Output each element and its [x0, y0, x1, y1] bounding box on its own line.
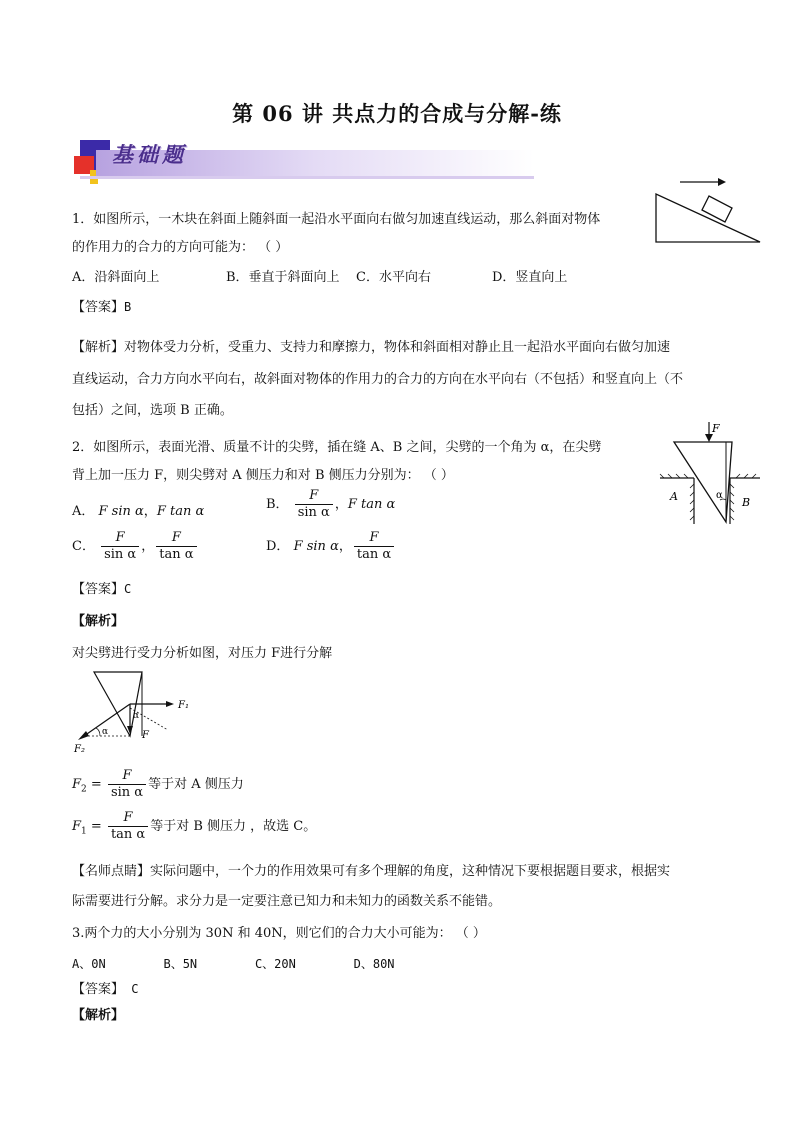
fig2-alpha-bottom: α	[102, 727, 109, 737]
q1-analysis-line3: 包括）之间，选项 B 正确。	[72, 403, 233, 418]
q1-option-c: C．水平向右	[356, 270, 431, 285]
q2-option-c: C． $\frac{F}{\text{sin α}}$ ， $\frac{F}{\text{tan α}}$	[72, 530, 199, 563]
q1-stem-line2: 的作用力的合力的方向可能为： （ ）	[72, 240, 289, 255]
q2-b-fraction-sin: $\frac{F}{\text{sin α}}$	[295, 488, 333, 521]
q2-option-d: D． F sin α， $\frac{F}{\text{tan α}}$	[266, 530, 396, 563]
q2-answer: 【答案】C	[72, 582, 132, 597]
q3-analysis-label: 【解析】	[72, 1008, 125, 1023]
fig-label-alpha: α	[716, 490, 723, 501]
q2-f2-equation: $F_2$ = $\frac{F}{\text{sin α}}$ 等于对 A 侧压力	[72, 768, 244, 800]
force-decomposition-figure	[70, 668, 200, 756]
q2-stem-line1: 2．如图所示，表面光滑、质量不计的尖劈，插在缝 A、B 之间，尖劈的一个角为 α，在尖劈	[72, 440, 602, 455]
wedge-figure	[654, 420, 764, 530]
fig2-label-f: F	[142, 730, 149, 741]
fig2-label-f1: F₁	[178, 700, 189, 711]
q3-stem: 3.两个力的大小分别为 30N 和 40N，则它们的合力大小可能为： （ ）	[72, 926, 486, 941]
q2-tip-line1: 【名师点睛】实际问题中，一个力的作用效果可有多个理解的角度，这种情况下要根据题目要求，根据实	[72, 864, 671, 879]
fig2-label-f2: F₂	[74, 744, 85, 755]
f2-fraction: $\frac{F}{\text{sin α}}$	[108, 768, 146, 801]
q3-options: A、0N B、5N C、20N D、80N	[72, 957, 395, 971]
q1-stem-line1: 1．如图所示，一木块在斜面上随斜面一起沿水平面向右做匀加速直线运动，那么斜面对物体	[72, 212, 601, 227]
fig2-alpha-center: α	[133, 711, 140, 721]
q2-d-fraction-tan: $\frac{F}{\text{tan α}}$	[354, 530, 394, 563]
fig-label-a: A	[670, 490, 678, 503]
q3-answer: 【答案】 C	[72, 982, 139, 997]
q1-option-b: B．垂直于斜面向上	[226, 270, 340, 285]
q1-analysis-line1: 【解析】对物体受力分析，受重力、支持力和摩擦力，物体和斜面相对静止且一起沿水平面向右做匀加速	[72, 340, 671, 355]
f1-fraction: $\frac{F}{\text{tan α}}$	[108, 810, 148, 843]
q2-option-a: A． F sin α，F tan α	[72, 504, 205, 519]
fig-label-b: B	[742, 496, 751, 509]
q2-c-fraction-tan: $\frac{F}{\text{tan α}}$	[156, 530, 196, 563]
q1-answer-value: B	[124, 300, 132, 314]
q2-stem-line2: 背上加一压力 F，则尖劈对 A 侧压力和对 B 侧压力分别为： （ ）	[72, 468, 454, 483]
page-title: 第 06 讲 共点力的合成与分解-练	[232, 101, 562, 126]
q1-answer-label: 【答案】	[72, 300, 125, 315]
q2-analysis-label: 【解析】	[72, 614, 125, 629]
q1-analysis-line2: 直线运动，合力方向水平向右，故斜面对物体的作用力的合力的方向在水平向右（不包括）和竖直向上（不	[72, 372, 684, 387]
q1-option-a: A．沿斜面向上	[72, 270, 160, 285]
q1-option-d: D．竖直向上	[492, 270, 568, 285]
q2-option-b: B． $\frac{F}{\text{sin α}}$ ，F tan α	[266, 488, 396, 520]
q2-f1-equation: $F_1$ = $\frac{F}{\text{tan α}}$ 等于对 B 侧压力 ，故选 C。	[72, 810, 317, 842]
q1-answer	[72, 296, 131, 315]
section-banner-label: 基础题	[112, 142, 187, 167]
incline-block-figure	[650, 172, 765, 247]
q2-analysis-line: 对尖劈进行受力分析如图，对压力 F进行分解	[72, 646, 333, 661]
q2-tip-line2: 际需要进行分解。求分力是一定要注意已知力和未知力的函数关系不能错。	[72, 894, 502, 909]
fig-label-f: F	[712, 422, 720, 435]
q2-c-fraction-sin: $\frac{F}{\text{sin α}}$	[101, 530, 139, 563]
